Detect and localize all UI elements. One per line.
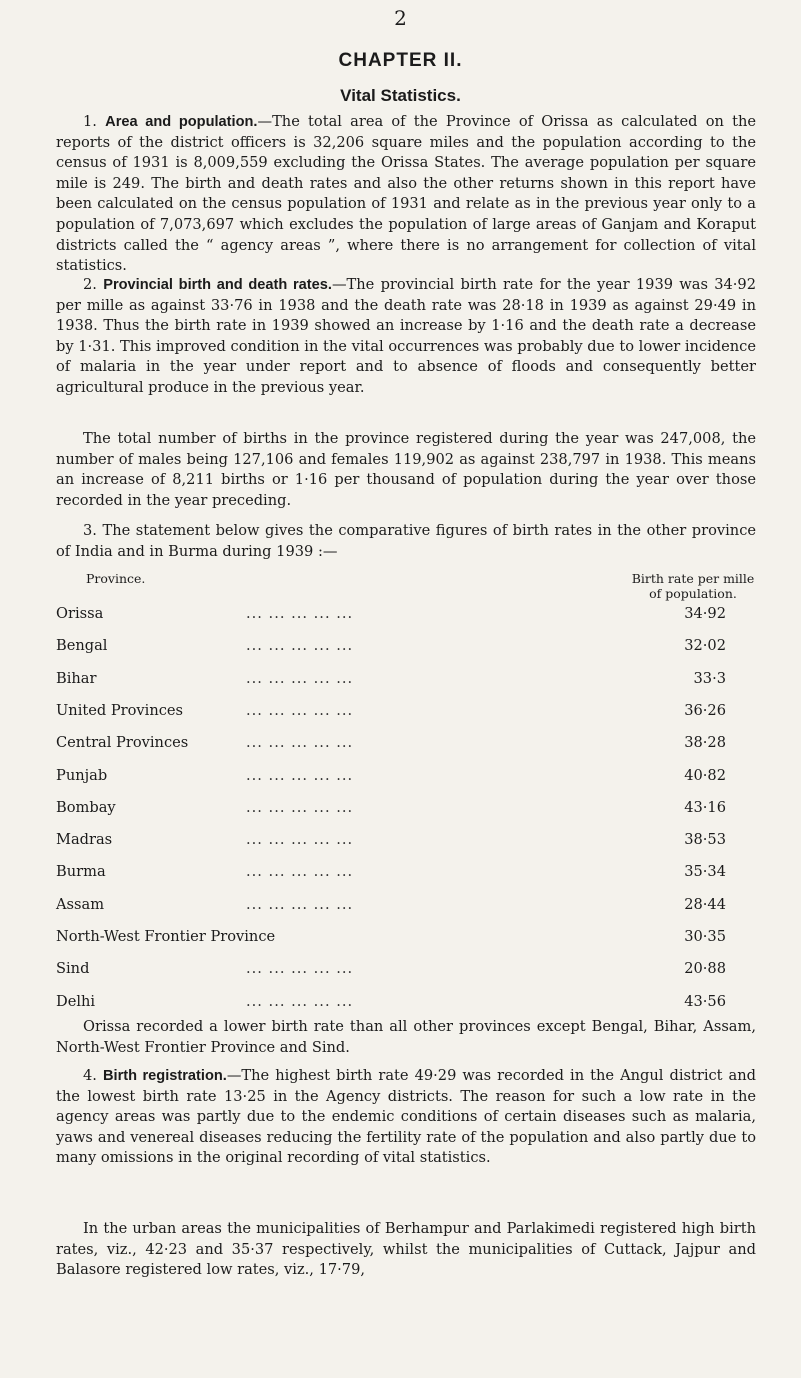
table-row [56, 670, 756, 692]
birth-rate-value: 40·82 [684, 766, 726, 784]
table-header-rate-line1: Birth rate per mille [631, 571, 755, 586]
birth-rate-value: 33·3 [693, 669, 726, 687]
birth-rate-value: 38·53 [684, 831, 726, 849]
birth-rate-value: 34·92 [684, 605, 726, 622]
birth-rate-value: 43·56 [684, 992, 726, 1010]
birth-rate-value: 43·16 [684, 798, 726, 816]
paragraph-heading: Provincial birth and death rates. [103, 277, 332, 293]
table-row [56, 605, 756, 627]
paragraph-number: 2. [83, 276, 97, 293]
province-name: Delhi [56, 992, 96, 1010]
birth-rate-value: 35·34 [684, 863, 726, 881]
paragraph-text: Orissa recorded a lower birth rate than all other provinces except Bengal, Bihar, Assam, North-West Frontier Province and Sind. [56, 1018, 756, 1056]
paragraph-text: In the urban areas the municipalities of Berhampur and Parlakimedi registered high birth rates, viz., 42·23 and 35·37 respectively, whilst the municipalities of Cuttack, Jajpur and Balasore registered low rates, viz., 17·79, [56, 1220, 756, 1279]
birth-rate-value: 20·88 [684, 960, 726, 978]
paragraph-total-births [56, 429, 756, 511]
paragraph-text: —The total area of the Province of Orissa as calculated on the reports of the district officers is 32,206 square miles and the population according to the census of 1931 is 8,009,559 excluding the Orissa States. The average population per square mile is 249. The birth and death rates and also the other returns shown in this report have been calculated on the census population of 1931 and relate as in the previous year only to a population of 7,073,697 which excludes the population of large areas of Ganjam and Koraput districts called the “ agency areas ”, where there is no arrangement for collection of vital statistics. [56, 113, 757, 275]
province-name: Burma [56, 863, 106, 881]
birth-rate-value: 28·44 [684, 895, 726, 913]
province-name: United Provinces [56, 701, 184, 719]
page-number: 2 [394, 6, 407, 30]
leader-dots: ... ... ... ... ... [246, 701, 354, 719]
province-name: Sind [56, 960, 90, 978]
paragraph-text: —The provincial birth rate for the year 1939 was 34·92 per mille as against 33·76 in 1938 and the death rate was 28·18 in 1939 as against 29·49 in 1938. Thus the birth rate in 1939 showed an increase by 1·16 and the death rate a decrease by 1·31. This improved condition in the vital occurrences was probably due to lower incidence of malaria in the year under report and to absence of floods and consequently better agricultural produce in the previous year. [56, 276, 757, 396]
table-row [56, 960, 756, 982]
table-header-province: Province. [86, 571, 146, 586]
leader-dots: ... ... ... ... ... [246, 734, 354, 752]
leader-dots: ... ... ... ... ... [246, 863, 354, 881]
paragraph-text: The total number of births in the province registered during the year was 247,008, the number of males being 127,106 and females 119,902 as against 238,797 in 1938. This means an increase of 8,211 births or 1·16 per thousand of population during the year over those recorded in the year preceding. [56, 430, 756, 509]
section-title: Vital Statistics. [340, 86, 461, 105]
table-row [56, 863, 756, 885]
table-row [56, 637, 756, 659]
chapter-heading: CHAPTER II. [338, 50, 463, 71]
leader-dots: ... ... ... ... ... [246, 831, 354, 849]
province-name: Bombay [56, 798, 116, 816]
paragraph-heading: Birth registration. [102, 1068, 227, 1084]
paragraph-area-population [56, 112, 756, 277]
paragraph-heading: Area and population. [105, 114, 258, 130]
paragraph-urban-areas [56, 1219, 756, 1281]
table-row [56, 928, 756, 950]
table-row [56, 799, 756, 821]
province-name: North-West Frontier Province [56, 928, 276, 945]
paragraph-birth-death-rates [56, 275, 756, 399]
table-row [56, 831, 756, 853]
paragraph-comparative-statement [56, 521, 756, 562]
province-name: Madras [56, 831, 113, 849]
leader-dots: ... ... ... ... ... [246, 605, 354, 622]
paragraph-number: 4. [83, 1067, 97, 1084]
table-header-rate [618, 571, 768, 601]
table-row [56, 734, 756, 756]
paragraph-text: —The highest birth rate 49·29 was recorded in the Angul district and the lowest birth rate 13·25 in the Agency districts. The reason for such a low rate in the agency areas was partly due to the endemic conditions of certain diseases such as malaria, yaws and venereal diseases reducing the fertility rate of the population and also partly due to many omissions in the original recording of vital statistics. [56, 1067, 757, 1167]
leader-dots: ... ... ... ... ... [246, 992, 354, 1010]
province-name: Orissa [56, 605, 104, 622]
province-name: Assam [56, 895, 105, 913]
paragraph-number: 1. [83, 113, 97, 130]
leader-dots: ... ... ... ... ... [246, 669, 354, 687]
table-row [56, 767, 756, 789]
birth-rate-value: 38·28 [684, 734, 726, 752]
birth-rate-value: 32·02 [684, 637, 726, 655]
province-name: Bihar [56, 669, 97, 687]
leader-dots: ... ... ... ... ... [246, 798, 354, 816]
birth-rate-value: 36·26 [684, 701, 726, 719]
leader-dots: ... ... ... ... ... [246, 895, 354, 913]
table-row [56, 993, 756, 1015]
province-name: Punjab [56, 766, 108, 784]
table-header-rate-line2: of population. [649, 586, 737, 601]
table-row [56, 896, 756, 918]
table-row [56, 702, 756, 724]
paragraph-text: The statement below gives the comparative figures of birth rates in the other province of India and in Burma during 1939 :— [56, 522, 756, 560]
province-name: Bengal [56, 637, 108, 655]
paragraph-number: 3. [83, 522, 97, 539]
paragraph-lower-rate [56, 1017, 756, 1058]
leader-dots: ... ... ... ... ... [246, 960, 354, 978]
birth-rate-value: 30·35 [684, 928, 726, 945]
paragraph-birth-registration [56, 1066, 756, 1169]
leader-dots: ... ... ... ... ... [246, 637, 354, 655]
leader-dots: ... ... ... ... ... [246, 766, 354, 784]
province-name: Central Provinces [56, 734, 189, 752]
